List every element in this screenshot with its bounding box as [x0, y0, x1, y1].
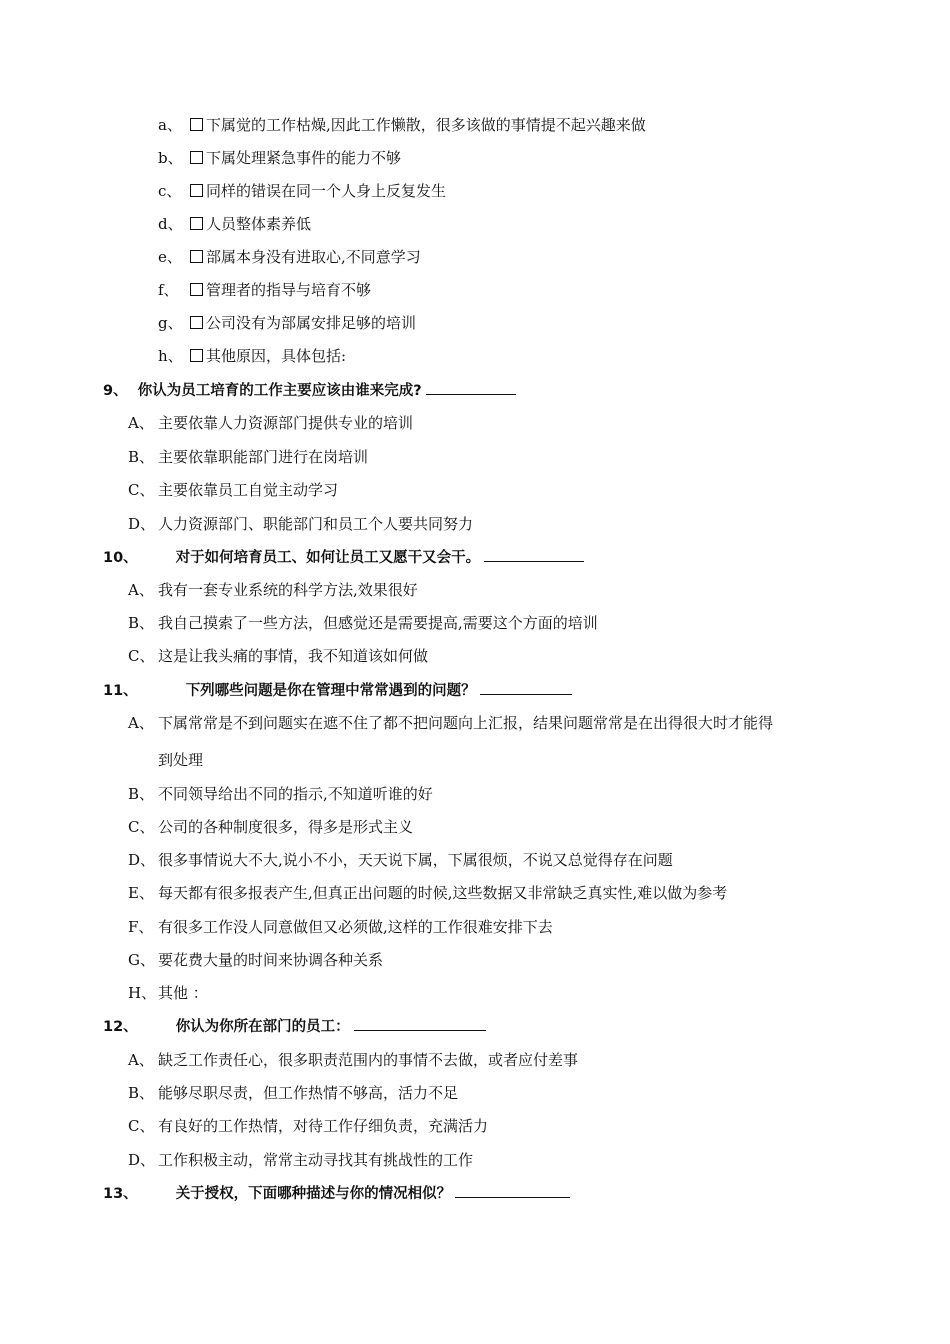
q12-option-a: A、 缺乏工作责任心，很多职责范围内的事情不去做，或者应付差事 — [128, 1051, 579, 1069]
answer-blank[interactable] — [484, 547, 584, 562]
checkbox[interactable] — [190, 316, 203, 329]
q10-option-a: A、 我有一套专业系统的科学方法,效果很好 — [128, 581, 418, 599]
question-11: 11、 下列哪些问题是你在管理中常常遇到的问题？ — [103, 680, 572, 701]
answer-blank[interactable] — [455, 1183, 570, 1198]
q11-option-h: H、 其他 ： — [128, 984, 208, 1002]
q11-option-a: A、 下属常常是不到问题实在遮不住了都不把问题向上汇报，结果问题常常是在出得很大时才能得 — [128, 714, 774, 732]
q11-option-c: C、 公司的各种制度很多，得多是形式主义 — [128, 818, 414, 836]
q12-option-c: C、 有良好的工作热情，对待工作仔细负责，充满活力 — [128, 1117, 489, 1135]
q11-option-d: D、 很多事情说大不大,说小不小，天天说下属，下属很烦，不说又总觉得存在问题 — [128, 851, 673, 869]
q11-option-g: G、 要花费大量的时间来协调各种关系 — [128, 951, 384, 969]
checkbox[interactable] — [190, 283, 203, 296]
answer-blank[interactable] — [480, 680, 572, 695]
q9-option-d: D、 人力资源部门、职能部门和员工个人要共同努力 — [128, 515, 474, 533]
option-c: c、 同样的错误在同一个人身上反复发生 — [158, 182, 447, 200]
option-h: h、 其他原因，具体包括: — [158, 347, 347, 365]
question-9: 9、 你认为员工培育的工作主要应该由谁来完成? — [103, 380, 516, 401]
q11-option-e: E、 每天都有很多报表产生,但真正出问题的时候,这些数据又非常缺乏真实性,难以做为参考 — [128, 884, 728, 902]
option-b: b、 下属处理紧急事件的能力不够 — [158, 149, 402, 167]
q9-option-b: B、 主要依靠职能部门进行在岗培训 — [128, 448, 369, 466]
question-10: 10、 对于如何培育员工、如何让员工又愿干又会干。 — [103, 547, 584, 568]
option-e: e、 部属本身没有进取心,不同意学习 — [158, 248, 421, 266]
option-g: g、 公司没有为部属安排足够的培训 — [158, 314, 417, 332]
q9-option-c: C、 主要依靠员工自觉主动学习 — [128, 481, 339, 499]
option-f: f、 管理者的指导与培育不够 — [158, 281, 372, 299]
checkbox[interactable] — [190, 151, 203, 164]
checkbox[interactable] — [190, 118, 203, 131]
q12-option-d: D、 工作积极主动，常常主动寻找其有挑战性的工作 — [128, 1151, 474, 1169]
option-a: a、 下属觉的工作枯燥,因此工作懒散，很多该做的事情提不起兴趣来做 — [158, 116, 646, 134]
question-12: 12、 你认为你所在部门的员工： — [103, 1016, 486, 1037]
answer-blank[interactable] — [354, 1016, 486, 1031]
q11-option-f: F、 有很多工作没人同意做但又必须做,这样的工作很难安排下去 — [128, 918, 553, 936]
checkbox[interactable] — [190, 349, 203, 362]
q10-option-b: B、 我自己摸索了一些方法，但感觉还是需要提高,需要这个方面的培训 — [128, 614, 598, 632]
q11-option-b: B、 不同领导给出不同的指示,不知道听谁的好 — [128, 785, 433, 803]
checkbox[interactable] — [190, 184, 203, 197]
option-d: d、 人员整体素养低 — [158, 215, 312, 233]
question-13: 13、 关于授权，下面哪种描述与你的情况相似？ — [103, 1183, 570, 1204]
checkbox[interactable] — [190, 250, 203, 263]
q9-option-a: A、 主要依靠人力资源部门提供专业的培训 — [128, 414, 414, 432]
q11-option-a-cont: 到处理 — [158, 751, 204, 769]
answer-blank[interactable] — [426, 380, 516, 395]
checkbox[interactable] — [190, 217, 203, 230]
q10-option-c: C、 这是让我头痛的事情，我不知道该如何做 — [128, 647, 429, 665]
q12-option-b: B、 能够尽职尽责，但工作热情不够高，活力不足 — [128, 1084, 459, 1102]
